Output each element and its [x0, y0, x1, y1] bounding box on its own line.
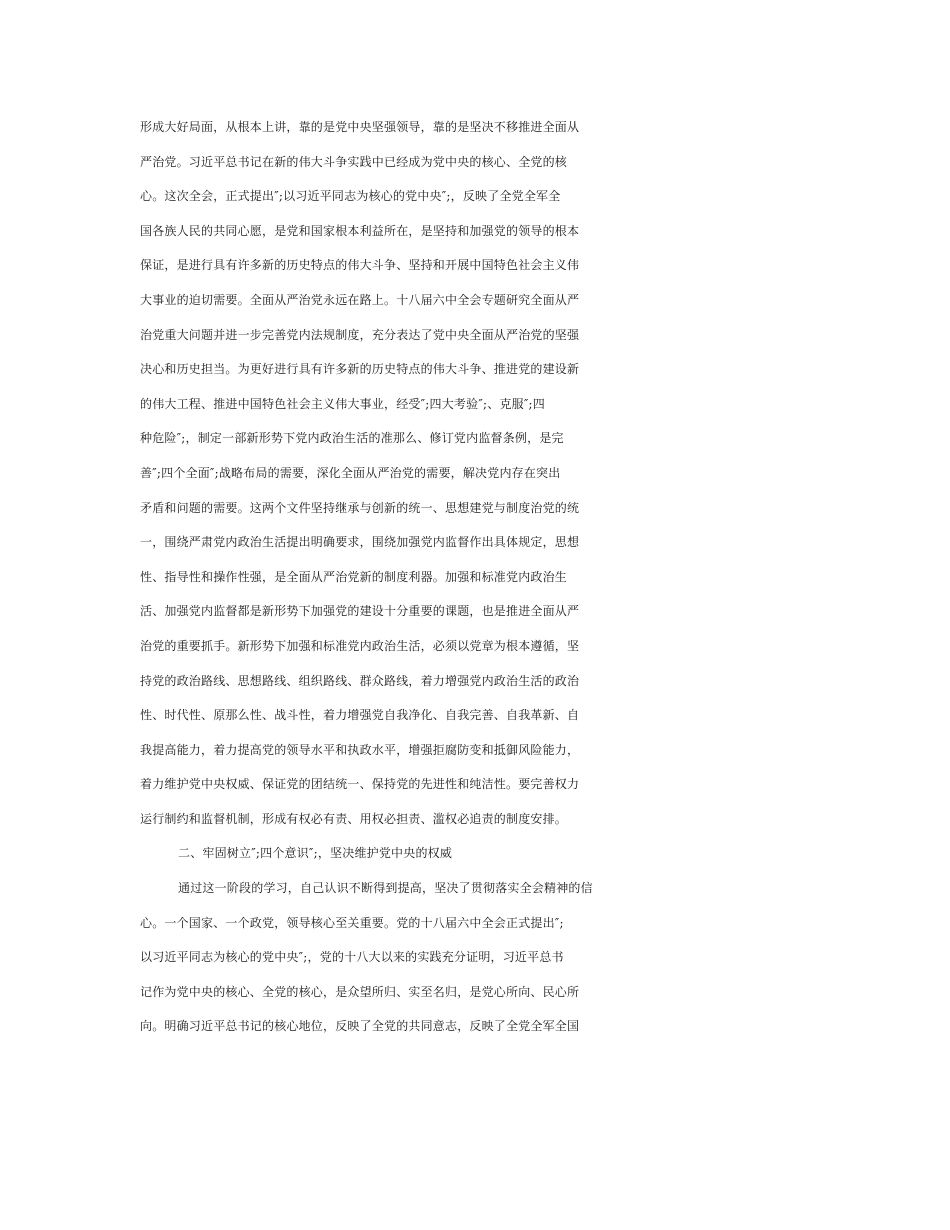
text-line: 性、指导性和操作性强，是全面从严治党新的制度利器。加强和标准党内政治生: [140, 569, 568, 584]
text-line: 心。这次全会，正式提出″;以习近平同志为核心的党中央″;，反映了全党全军全: [140, 189, 561, 204]
text-line: 国各族人民的共同心愿，是党和国家根本利益所在，是坚持和加强党的领导的根本: [140, 223, 580, 238]
text-line: 形成大好局面，从根本上讲，靠的是党中央坚强领导，靠的是坚决不移推进全面从: [140, 120, 580, 134]
text-line: 治党的重要抓手。新形势下加强和标准党内政治生活，必须以党章为根本遵循，坚: [140, 638, 580, 653]
text-line: 向。明确习近平总书记的核心地位，反映了全党的共同意志，反映了全党全军全国: [140, 1019, 580, 1034]
text-line: 心。一个国家、一个政党，领导核心至关重要。党的十八届六中全会正式提出″;: [140, 915, 564, 930]
text-line: 着力维护党中央权威、保证党的团结统一、保持党的先进性和纯洁性。要完善权力: [140, 777, 580, 792]
text-line: 严治党。习近平总书记在新的伟大斗争实践中已经成为党中央的核心、全党的核: [140, 154, 568, 169]
text-line: 活、加强党内监督都是新形势下加强党的建设十分重要的课题，也是推进全面从严: [140, 604, 580, 619]
text-line: 通过这一阶段的学习，自己认识不断得到提高，坚决了贯彻落实全会精神的信: [178, 881, 593, 896]
text-line: 大事业的迫切需要。全面从严治党永远在路上。十八届六中全会专题研究全面从严: [140, 292, 580, 307]
text-line: 一，围绕严肃党内政治生活提出明确要求，围绕加强党内监督作出具体规定，思想: [140, 535, 580, 550]
text-line: 我提高能力，着力提高党的领导水平和执政水平，增强拒腐防变和抵御风险能力，: [140, 742, 580, 757]
text-line: 记作为党中央的核心、全党的核心，是众望所归、实至名归，是党心所向、民心所: [140, 984, 580, 999]
text-line: 治党重大问题并进一步完善党内法规制度，充分表达了党中央全面从严治党的坚强: [140, 327, 580, 342]
text-line: 善″;四个全面″;战略布局的需要，深化全面从严治党的需要，解决党内存在突出: [140, 465, 561, 480]
text-line: 二、牢固树立″;四个意识″;，坚决维护党中央的权威: [178, 846, 453, 861]
text-line: 矛盾和问题的需要。这两个文件坚持继承与创新的统一、思想建党与制度治党的统: [140, 500, 580, 515]
document-body: [140, 110, 840, 1044]
text-line: 性、时代性、原那么性、战斗性，着力增强党自我净化、自我完善、自我革新、自: [140, 708, 580, 723]
text-line: 运行制约和监督机制，形成有权必有责、用权必担责、滥权必追责的制度安排。: [140, 811, 568, 826]
text-line: 的伟大工程、推进中国特色社会主义伟大事业，经受″;四大考验″;、克服″;四: [140, 396, 545, 411]
text-line: 持党的政治路线、思想路线、组织路线、群众路线，着力增强党内政治生活的政治: [140, 673, 580, 688]
text-line: 保证，是进行具有许多新的历史特点的伟大斗争、坚持和开展中国特色社会主义伟: [140, 258, 580, 273]
text-line: 决心和历史担当。为更好进行具有许多新的历史特点的伟大斗争、推进党的建设新: [140, 362, 580, 377]
text-line: 以习近平同志为核心的党中央″;，党的十八大以来的实践充分证明，习近平总书: [140, 950, 564, 965]
text-line: 种危险″;，制定一部新形势下党内政治生活的准那么、修订党内监督条例，是完: [140, 431, 564, 446]
